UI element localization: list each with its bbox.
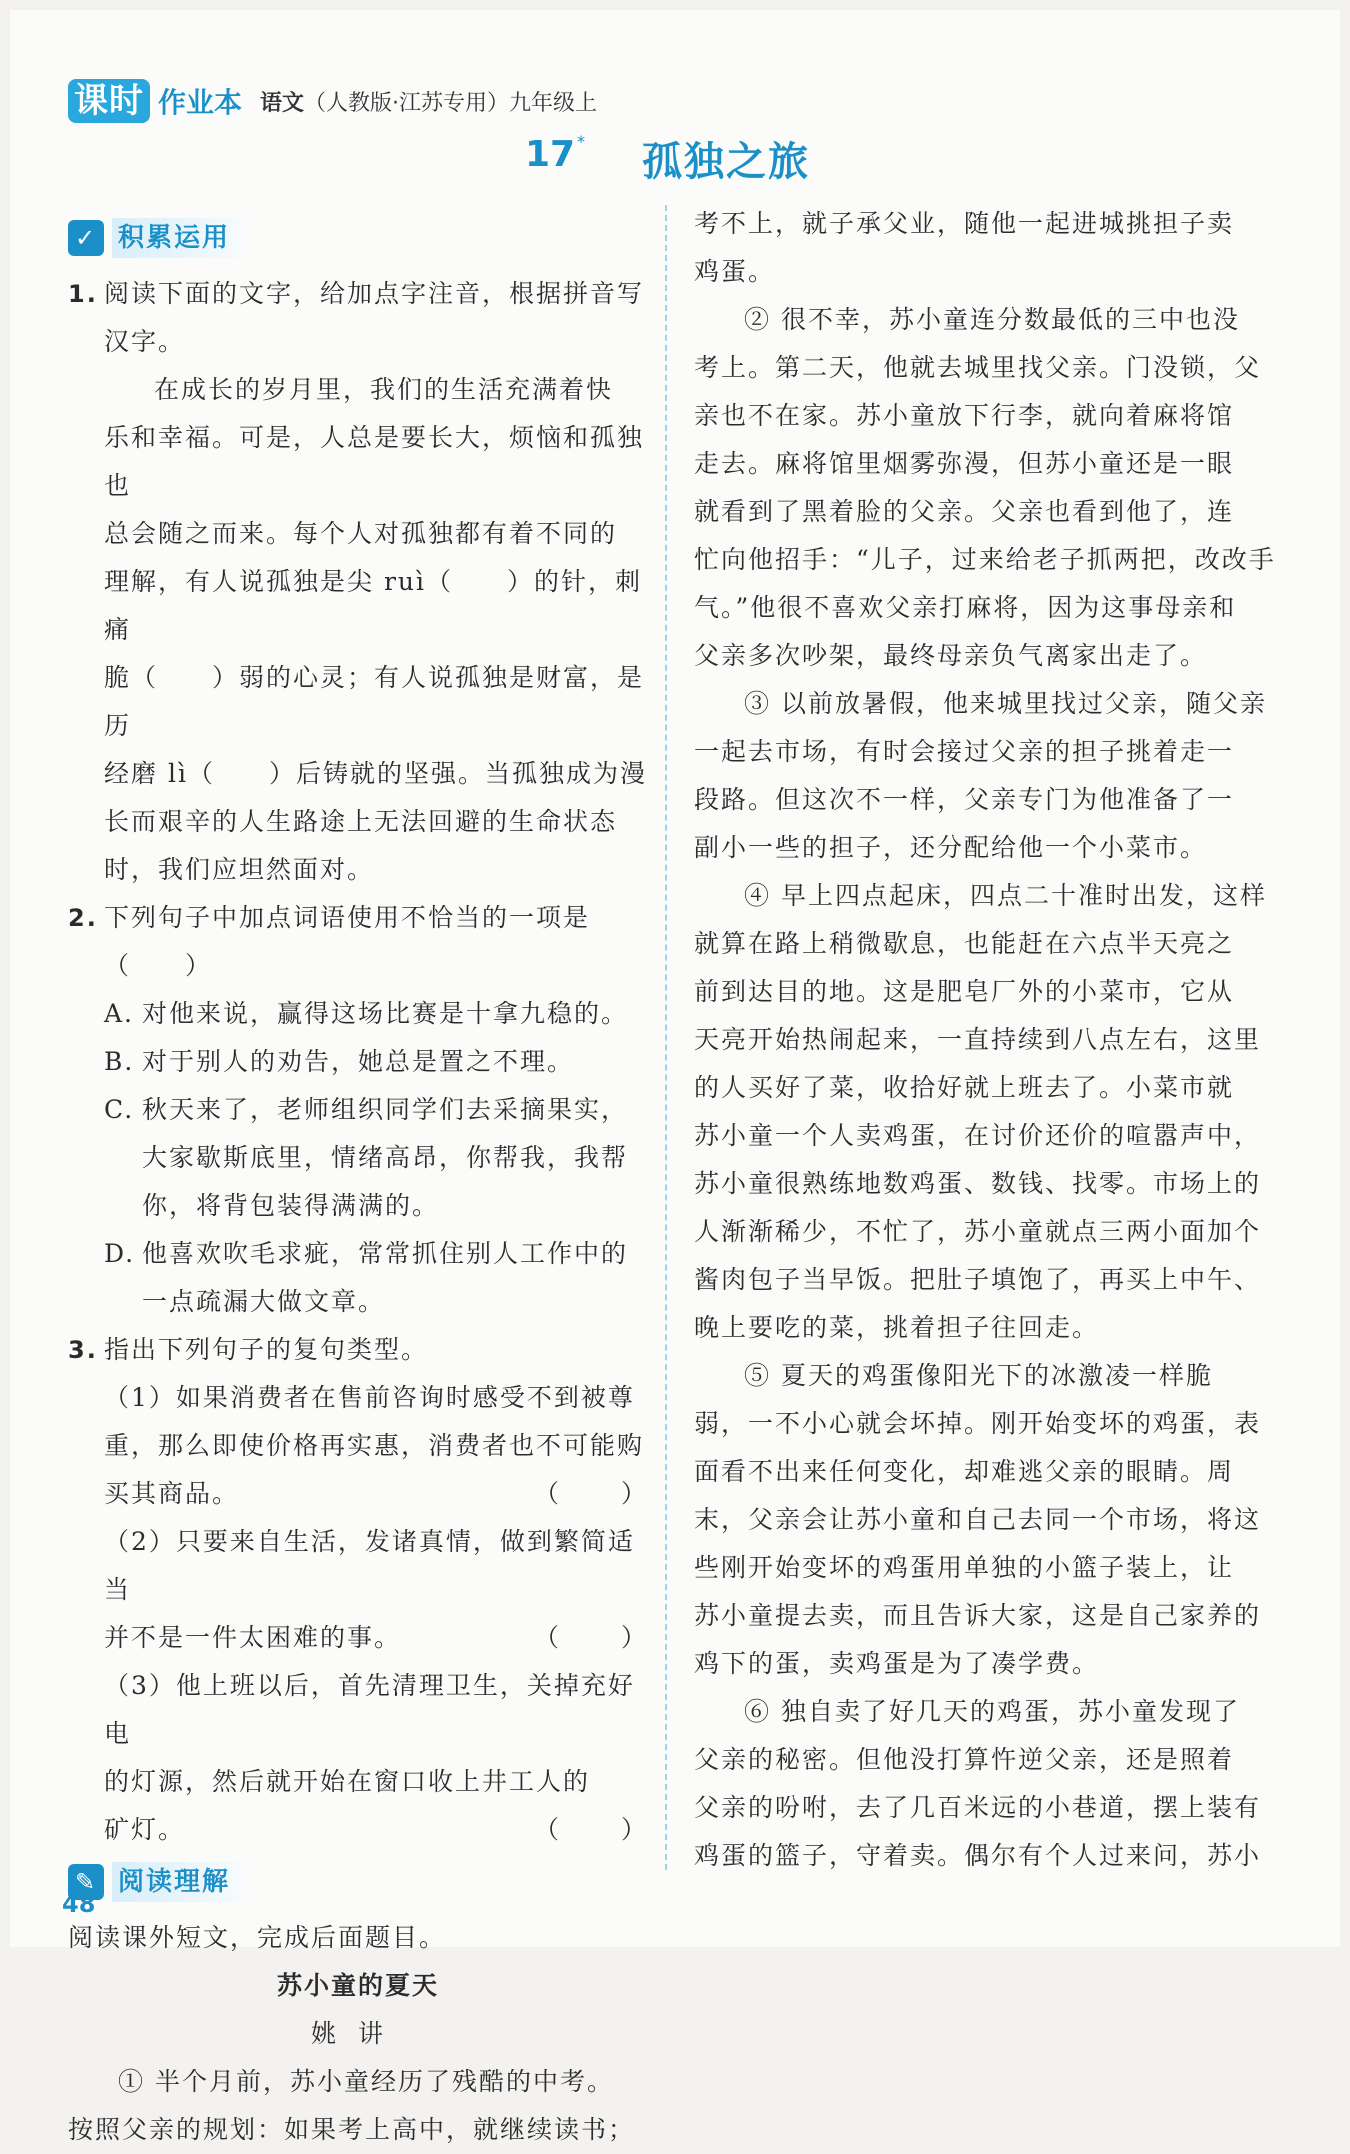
paragraph-4-line: ④ 早上四点起床，四点二十准时出发，这样: [744, 881, 1267, 910]
answer-blank[interactable]: [534, 1806, 648, 1854]
paren-left: （: [533, 1815, 561, 1844]
option-text: 你，将背包装得满满的。: [142, 1191, 440, 1220]
sub-question-line: 重，那么即使价格再实惠，消费者也不可能购: [104, 1431, 645, 1460]
passage-line: 脆（ ）弱的心灵；有人说孤独是财富，是历: [104, 663, 645, 740]
passage-line: 长而艰辛的人生路途上无法回避的生命状态: [104, 807, 618, 836]
paragraph-3-line: 副小一些的担子，还分配给他一个小菜市。: [694, 833, 1208, 862]
sub-question-line: 的灯源，然后就开始在窗口收上井工人的: [104, 1767, 591, 1796]
passage-line: 时，我们应坦然面对。: [104, 855, 375, 884]
paragraph-4-line: 天亮开始热闹起来，一直持续到八点左右，这里: [694, 1025, 1262, 1054]
answer-blank[interactable]: [534, 1614, 648, 1662]
paragraph-2-line: ② 很不幸，苏小童连分数最低的三中也没: [744, 305, 1240, 334]
paragraph-5-line: 苏小童提去卖，而且告诉大家，这是自己家养的: [694, 1601, 1262, 1630]
paragraph-4-line: 酱肉包子当早饭。把肚子填饱了，再买上中午、: [694, 1265, 1262, 1294]
option-letter: C.: [104, 1095, 135, 1124]
sub-question-3: [68, 1662, 648, 1854]
section-title: 阅读理解: [112, 1862, 244, 1902]
paragraph-4-line: 苏小童一个人卖鸡蛋，在讨价还价的喧嚣声中，: [694, 1121, 1262, 1150]
paragraph-3-line: ③ 以前放暑假，他来城里找过父亲，随父亲: [744, 689, 1267, 718]
question-number: 3.: [68, 1336, 98, 1364]
paren-left: （: [533, 1479, 561, 1508]
sub-question-line: （2）只要来自生活，发诸真情，做到繁简适当: [104, 1527, 635, 1604]
sub-question-line: （3）他上班以后，首先清理卫生，关掉充好电: [104, 1671, 635, 1748]
passage-line: 经磨 lì（ ）后铸就的坚强。当孤独成为漫: [104, 759, 647, 788]
lesson-title: 孤独之旅: [642, 139, 810, 185]
question-number: 2.: [68, 904, 98, 932]
option-b: [68, 1038, 648, 1086]
answer-line: [104, 1470, 648, 1518]
paren-right: ）: [620, 1815, 648, 1844]
paragraph-6-line: 鸡蛋的篮子，守着卖。偶尔有个人过来问，苏小: [694, 1841, 1262, 1870]
paragraph-5-line: 弱，一不小心就会坏掉。刚开始变坏的鸡蛋，表: [694, 1409, 1262, 1438]
check-icon: ✓: [68, 220, 104, 256]
paragraph-2-line: 父亲多次吵架，最终母亲负气离家出走了。: [694, 641, 1208, 670]
column-divider: [665, 205, 667, 1870]
question-stem: 指出下列句子的复句类型。: [104, 1335, 429, 1364]
paragraph-1-line: ① 半个月前，苏小童经历了残酷的中考。: [118, 2067, 614, 2096]
paragraph-2-line: 就看到了黑着脸的父亲。父亲也看到他了，连: [694, 497, 1235, 526]
brand-logo: 课时: [68, 79, 150, 123]
paragraph-2-line: 考上。第二天，他就去城里找父亲。门没锁，父: [694, 353, 1262, 382]
sub-question-2: [68, 1518, 648, 1662]
question-2: [68, 894, 648, 990]
question-number: 1.: [68, 280, 98, 308]
option-letter: A.: [104, 999, 135, 1028]
option-a: [68, 990, 648, 1038]
passage-line: 理解，有人说孤独是尖 ruì（ ）的针，刺痛: [104, 567, 642, 644]
page-number: 48: [62, 1890, 96, 1918]
paragraph-2-line: 气。”他很不喜欢父亲打麻将，因为这事母亲和: [694, 593, 1237, 622]
paragraph-3-line: 段路。但这次不一样，父亲专门为他准备了一: [694, 785, 1235, 814]
paragraph-4-line: 苏小童很熟练地数鸡蛋、数钱、找零。市场上的: [694, 1169, 1262, 1198]
passage-line: 乐和幸福。可是，人总是要长大，烦恼和孤独也: [104, 423, 645, 500]
workbook-page: [10, 10, 1340, 2144]
paren-right: ）: [620, 1623, 648, 1652]
passage-line: 在成长的岁月里，我们的生活充满着快: [154, 375, 614, 404]
question-stem: 阅读下面的文字，给加点字注音，根据拼音写汉字。: [104, 279, 645, 356]
lesson-number: 17: [525, 134, 576, 175]
section-title: 积累运用: [112, 218, 244, 258]
brand-name: 作业本: [158, 86, 243, 119]
paragraph-5-line: 面看不出来任何变化，却难逃父亲的眼睛。周: [694, 1457, 1235, 1486]
paren-right: ）: [620, 1479, 648, 1508]
paragraph-4-line: 就算在路上稍微歇息，也能赶在六点半天亮之: [694, 929, 1235, 958]
option-text: 大家歇斯底里，情绪高昂，你帮我，我帮: [142, 1143, 629, 1172]
sub-question-line: 矿灯。: [104, 1815, 186, 1844]
paragraph-1-line: 按照父亲的规划：如果考上高中，就继续读书；: [68, 2115, 636, 2144]
brand-header: [68, 78, 597, 124]
passage-title: 苏小童的夏天: [276, 1971, 439, 2000]
paragraph-5-line: 末，父亲会让苏小童和自己去同一个市场，将这: [694, 1505, 1262, 1534]
left-column: [68, 210, 648, 2154]
option-text: 一点疏漏大做文章。: [142, 1287, 386, 1316]
subject-name: 语文: [260, 90, 305, 116]
paragraph-4-line: 的人买好了菜，收拾好就上班去了。小菜市就: [694, 1073, 1235, 1102]
reading-instruction: 阅读课外短文，完成后面题目。: [68, 1923, 447, 1952]
paragraph-4-line: 前到达目的地。这是肥皂厂外的小菜市，它从: [694, 977, 1235, 1006]
paragraph-5-line: ⑤ 夏天的鸡蛋像阳光下的冰激凌一样脆: [744, 1361, 1213, 1390]
option-c: [68, 1086, 648, 1230]
option-letter: B.: [104, 1047, 135, 1076]
sub-question-line: （1）如果消费者在售前咨询时感受不到被尊: [104, 1383, 635, 1412]
right-column: [694, 200, 1284, 1880]
option-letter: D.: [104, 1239, 136, 1268]
question-stem: 下列句子中加点词语使用不恰当的一项是（ ）: [104, 903, 591, 980]
sub-question-line: 买其商品。: [104, 1479, 240, 1508]
paragraph-2-line: 走去。麻将馆里烟雾弥漫，但苏小童还是一眼: [694, 449, 1235, 478]
paragraph-2-line: 忙向他招手：“儿子，过来给老子抓两把，改改手: [694, 545, 1276, 574]
option-text: 他喜欢吹毛求疵，常常抓住别人工作中的: [142, 1239, 629, 1268]
lesson-mark: *: [577, 132, 585, 151]
option-text: 对他来说，赢得这场比赛是十拿九稳的。: [142, 999, 629, 1028]
paragraph-5-line: 鸡下的蛋，卖鸡蛋是为了凑学费。: [694, 1649, 1100, 1678]
sub-question-1: [68, 1374, 648, 1518]
passage-author: 姚讲: [310, 2019, 405, 2048]
question-3: [68, 1326, 648, 1374]
option-d: [68, 1230, 648, 1326]
section-accumulation: [68, 214, 648, 262]
question-1: [68, 270, 648, 894]
paragraph-6-line: ⑥ 独自卖了好几天的鸡蛋，苏小童发现了: [744, 1697, 1240, 1726]
sub-question-line: 并不是一件太困难的事。: [104, 1623, 402, 1652]
subject-label: [260, 86, 597, 117]
answer-blank[interactable]: [534, 1470, 648, 1518]
answer-line: [104, 1806, 648, 1854]
paragraph-1-line: 鸡蛋。: [694, 257, 776, 286]
paragraph-3-line: 一起去市场，有时会接过父亲的担子挑着走一: [694, 737, 1235, 766]
edition-label: （人教版·江苏专用）九年级上: [304, 90, 598, 116]
paragraph-1-line: 考不上，就子承父业，随他一起进城挑担子卖: [694, 209, 1235, 238]
passage-line: 总会随之而来。每个人对孤独都有着不同的: [104, 519, 618, 548]
answer-line: [104, 1614, 648, 1662]
paragraph-6-line: 父亲的吩咐，去了几百米远的小巷道，摆上装有: [694, 1793, 1262, 1822]
paragraph-4-line: 晚上要吃的菜，挑着担子往回走。: [694, 1313, 1100, 1342]
option-text: 对于别人的劝告，她总是置之不理。: [142, 1047, 575, 1076]
lesson-heading: [10, 130, 1340, 184]
paragraph-2-line: 亲也不在家。苏小童放下行李，就向着麻将馆: [694, 401, 1235, 430]
pencil-icon: ✎: [68, 1864, 104, 1900]
section-reading: [68, 1858, 648, 1906]
option-text: 秋天来了，老师组织同学们去采摘果实，: [142, 1095, 629, 1124]
paragraph-6-line: 父亲的秘密。但他没打算忤逆父亲，还是照着: [694, 1745, 1235, 1774]
paren-left: （: [533, 1623, 561, 1652]
paragraph-4-line: 人渐渐稀少，不忙了，苏小童就点三两小面加个: [694, 1217, 1262, 1246]
paragraph-5-line: 些刚开始变坏的鸡蛋用单独的小篮子装上，让: [694, 1553, 1235, 1582]
